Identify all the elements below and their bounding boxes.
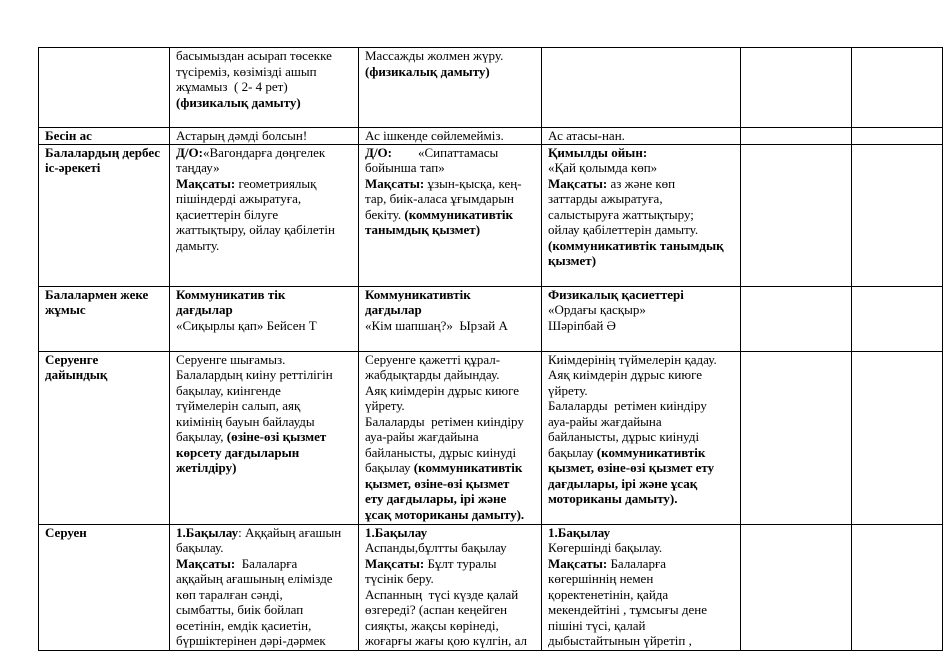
cell-text: дағдылар xyxy=(365,302,422,317)
cell-line xyxy=(176,429,354,445)
cell-line xyxy=(548,176,736,192)
cell-text: дыбыстайтынын үйретіп , xyxy=(548,633,692,648)
cell-line xyxy=(176,383,354,399)
cell-line xyxy=(365,540,537,556)
cell-text: «Кім шапшаң?» Ырзай А xyxy=(365,317,508,333)
cell-text: ұзын-қысқа, кең- xyxy=(424,175,522,191)
cell-text: (физикалық дамыту) xyxy=(176,94,301,110)
cell-text: пішіндерді ажыратуға, xyxy=(176,191,302,206)
day4-cell xyxy=(741,128,852,145)
plan-table-body xyxy=(39,48,943,651)
cell-text: Аспанның түсі күзде қалай xyxy=(365,586,519,602)
cell-line xyxy=(365,398,537,414)
cell-text: Балаларды ретімен киіндіру xyxy=(548,398,707,413)
cell-text: Қимылды ойын: xyxy=(548,144,648,160)
table-row xyxy=(39,128,943,145)
day5-cell xyxy=(852,128,943,145)
cell-line xyxy=(176,367,354,383)
cell-text: қасиеттерін білуге xyxy=(176,206,279,222)
cell-text: аққайың ағашының елімізде xyxy=(176,571,333,586)
cell-line xyxy=(548,491,736,507)
day3-cell xyxy=(542,128,741,145)
row-head xyxy=(39,48,170,128)
cell-text: жетілдіру) xyxy=(176,460,237,475)
cell-text: (коммуникативтік танымдық xyxy=(548,237,724,253)
day2-cell xyxy=(359,524,542,650)
cell-text: пішіні түсі, қалай xyxy=(548,617,646,633)
cell-line xyxy=(548,460,736,476)
cell-line xyxy=(365,367,537,383)
day5-cell xyxy=(852,351,943,524)
day1-cell xyxy=(170,128,359,145)
cell-line xyxy=(365,445,537,461)
cell-line xyxy=(365,556,537,572)
cell-line xyxy=(548,253,736,269)
cell-text: Коммуникативтік xyxy=(365,286,471,302)
cell-line xyxy=(548,414,736,430)
table-row xyxy=(39,286,943,351)
cell-line xyxy=(548,633,736,649)
cell-line xyxy=(176,128,354,144)
cell-text: танымдық қызмет) xyxy=(365,222,481,237)
cell-line xyxy=(365,64,537,80)
cell-text: ойлау қабілеттерін дамыту. xyxy=(548,222,699,237)
cell-line xyxy=(365,128,537,144)
cell-label: Д/О: xyxy=(365,144,392,160)
cell-text: бақылау, xyxy=(176,429,227,444)
cell-text: байланысты, дұрыс киінуді xyxy=(365,444,517,460)
cell-line xyxy=(548,525,736,541)
cell-text: түсінік беру. xyxy=(365,571,434,586)
cell-line xyxy=(365,602,537,618)
cell-line xyxy=(365,287,537,303)
cell-label: Мақсаты: xyxy=(548,555,608,571)
cell-line xyxy=(176,145,354,161)
cell-text: : Аққайың ағашын xyxy=(238,524,342,540)
cell-line xyxy=(365,525,537,541)
day1-cell xyxy=(170,351,359,524)
row-head-line: Серуенге xyxy=(45,351,99,367)
cell-text: Аяқ киімдерін дұрыс киюге xyxy=(548,367,703,382)
cell-line xyxy=(548,128,736,144)
day2-cell xyxy=(359,351,542,524)
cell-line xyxy=(365,571,537,587)
cell-text: Шәріпбай Ә xyxy=(548,317,616,333)
day4-cell xyxy=(741,144,852,286)
cell-text: қызмет, өзіне-өзі қызмет ету xyxy=(548,460,715,475)
cell-text: өсетінін, емдік қасиетін, xyxy=(176,617,312,633)
cell-text: Астарың дәмді болсын! xyxy=(176,128,308,143)
cell-line xyxy=(176,556,354,572)
cell-text: Серуенге шығамыз. xyxy=(176,351,286,367)
cell-line xyxy=(548,429,736,445)
cell-line xyxy=(176,302,354,318)
cell-text: Ас ішкенде сөйлемеймiз. xyxy=(365,128,504,143)
cell-text: қоректенетінін, қайда xyxy=(548,586,669,602)
row-head: Бесін ас xyxy=(39,128,170,145)
day4-cell xyxy=(741,286,852,351)
cell-text: көрсету дағдыларын xyxy=(176,444,300,460)
day5-cell xyxy=(852,48,943,128)
cell-line xyxy=(548,318,736,334)
cell-line xyxy=(365,429,537,445)
cell-text: түймелерін салып, аяқ xyxy=(176,398,301,413)
cell-text: тар, биік-аласа ұғымдарын xyxy=(365,191,514,206)
cell-line xyxy=(176,207,354,223)
cell-text: бақылау, киінгенде xyxy=(176,382,281,398)
row-head xyxy=(39,351,170,524)
plan-table xyxy=(38,47,943,651)
cell-text: Коммуникатив тік xyxy=(176,286,286,302)
cell-label: Мақсаты: xyxy=(176,555,236,571)
cell-text: моториканы дамыту). xyxy=(548,491,678,506)
cell-text: «Қай қолымда көп» xyxy=(548,160,658,175)
cell-line xyxy=(365,414,537,430)
cell-line xyxy=(548,556,736,572)
cell-text: «Сипаттамасы xyxy=(392,144,499,160)
cell-line xyxy=(176,525,354,541)
day1-cell xyxy=(170,286,359,351)
cell-text: Аспанды,бұлтты бақылау xyxy=(365,540,507,555)
row-head xyxy=(39,144,170,286)
cell-line xyxy=(548,222,736,238)
cell-text: заттарды ажыратуға, xyxy=(548,191,663,206)
cell-text: (физикалық дамыту) xyxy=(365,63,490,79)
cell-line xyxy=(548,476,736,492)
day5-cell xyxy=(852,286,943,351)
cell-text: бақылау xyxy=(548,444,597,460)
cell-line xyxy=(176,398,354,414)
cell-bold-tail: (коммуникативтік xyxy=(413,460,523,475)
cell-text: Балаларға xyxy=(235,555,298,571)
cell-line xyxy=(365,145,537,161)
day2-cell xyxy=(359,128,542,145)
cell-line xyxy=(548,302,736,318)
cell-line xyxy=(365,302,537,318)
cell-line xyxy=(176,160,354,176)
cell-text: дамыту. xyxy=(176,237,220,253)
cell-text: ауа-райы жағдайына xyxy=(548,413,662,429)
row-head-line: іс-әрекеті xyxy=(45,160,101,175)
cell-text: бойынша тап» xyxy=(365,160,445,175)
cell-line xyxy=(176,571,354,587)
cell-label: Мақсаты: xyxy=(548,175,608,191)
cell-line xyxy=(365,460,537,476)
cell-text: сияқты, жақсы көрінеді, xyxy=(365,617,499,633)
cell-line xyxy=(548,352,736,368)
cell-line xyxy=(365,318,537,334)
cell-text: салыстыруға жаттықтыру; xyxy=(548,206,694,222)
cell-line xyxy=(176,460,354,476)
row-head: Серуен xyxy=(39,524,170,650)
cell-line xyxy=(176,287,354,303)
cell-line xyxy=(365,352,537,368)
cell-text: Киімдерінің түймелерін қадау. xyxy=(548,351,717,367)
day3-cell xyxy=(542,144,741,286)
cell-line xyxy=(548,287,736,303)
cell-text: мекендейтіні , тұмсығы дене xyxy=(548,602,708,617)
cell-text: дағдылары, ірі және ұсақ xyxy=(548,475,698,491)
cell-line xyxy=(176,633,354,649)
cell-text: Көгершінді бақылау. xyxy=(548,540,663,555)
cell-label: Мақсаты: xyxy=(365,175,425,191)
cell-line xyxy=(365,383,537,399)
cell-text: Серуенге қажетті құрал- xyxy=(365,351,501,367)
cell-text: ауа-райы жағдайына xyxy=(365,429,479,444)
cell-text: үйрету. xyxy=(365,398,405,413)
cell-text: сымбатты, биік бойлап xyxy=(176,602,304,617)
cell-line xyxy=(365,633,537,649)
day3-cell xyxy=(542,286,741,351)
cell-text: таңдау» xyxy=(176,160,220,175)
cell-text: Ас атасы-нан. xyxy=(548,128,625,143)
cell-line xyxy=(176,64,354,80)
cell-text: Балаларға xyxy=(607,555,667,571)
cell-text: қызмет, өзіне-өзі қызмет xyxy=(365,475,510,491)
row-head xyxy=(39,286,170,351)
cell-text: 1.Бақылау xyxy=(548,524,611,540)
cell-text: аз және көп xyxy=(607,175,676,191)
cell-text: ұсақ моториканы дамыту). xyxy=(365,506,525,522)
day1-cell xyxy=(170,48,359,128)
cell-text: өзгереді? (аспан кеңейген xyxy=(365,602,508,617)
cell-line xyxy=(548,145,736,161)
cell-text: көгершіннің немен xyxy=(548,571,654,586)
cell-line xyxy=(548,540,736,556)
cell-text: ету дағдылары, ірі және xyxy=(365,491,507,506)
cell-bold-tail: (коммуникативтік xyxy=(404,206,513,222)
cell-line xyxy=(176,79,354,95)
day3-cell xyxy=(542,48,741,128)
row-head-line: дайындық xyxy=(45,367,108,382)
cell-bold-tail: (өзіне-өзі қызмет xyxy=(226,429,327,444)
cell-text: қызмет) xyxy=(548,253,597,268)
cell-text: жаттықтыру, ойлау қабілетін xyxy=(176,222,335,237)
cell-line xyxy=(548,191,736,207)
day3-cell xyxy=(542,524,741,650)
cell-line xyxy=(176,238,354,254)
cell-line xyxy=(548,602,736,618)
cell-line xyxy=(176,414,354,430)
day3-cell xyxy=(542,351,741,524)
cell-label: Мақсаты: xyxy=(365,555,425,571)
cell-line xyxy=(548,160,736,176)
cell-line xyxy=(365,222,537,238)
cell-line xyxy=(176,48,354,64)
row-head-line: Балалармен жеке xyxy=(45,286,149,302)
cell-line xyxy=(365,191,537,207)
cell-line xyxy=(176,318,354,334)
table-row xyxy=(39,524,943,650)
day2-cell xyxy=(359,48,542,128)
cell-line xyxy=(548,238,736,254)
cell-text: геометриялық xyxy=(235,175,317,191)
cell-text: Балалардың киіну реттілігін xyxy=(176,367,333,382)
cell-label: Д/О: xyxy=(176,144,203,160)
cell-text: бүршіктерінен дәрі-дәрмек xyxy=(176,633,326,648)
cell-text: жұмамыз ( 2- 4 рет) xyxy=(176,79,288,94)
row-head-line: жұмыс xyxy=(45,302,86,317)
cell-line xyxy=(365,176,537,192)
day1-cell xyxy=(170,144,359,286)
cell-text: «Вагондарға дөңгелек xyxy=(203,144,326,160)
day4-cell xyxy=(741,524,852,650)
cell-label: Мақсаты: xyxy=(176,175,236,191)
cell-line xyxy=(548,618,736,634)
day2-cell xyxy=(359,286,542,351)
cell-text: басымыздан асырап төсекке xyxy=(176,48,332,63)
cell-line xyxy=(548,383,736,399)
cell-text: 1.Бақылау xyxy=(365,524,428,540)
cell-bold-tail: (коммуникативтік xyxy=(596,444,706,460)
cell-text: Массажды жолмен жүру. xyxy=(365,48,504,63)
cell-line xyxy=(548,207,736,223)
cell-text: Балаларды ретімен киіндіру xyxy=(365,413,524,429)
table-row xyxy=(39,351,943,524)
cell-text: жабдықтарды дайындау. xyxy=(365,367,500,382)
cell-line xyxy=(176,352,354,368)
day5-cell xyxy=(852,144,943,286)
cell-line xyxy=(365,587,537,603)
cell-text: жоғарғы жағы қою күлгін, ал xyxy=(365,633,527,648)
cell-text: байланысты, дұрыс киінуді xyxy=(548,429,700,444)
cell-text: түсіреміз, көзімізді ашып xyxy=(176,63,317,79)
cell-text: көп таралған сәнді, xyxy=(176,586,283,602)
cell-text: Физикалық қасиеттері xyxy=(548,286,684,302)
cell-text: бекіту. xyxy=(365,206,405,222)
day2-cell xyxy=(359,144,542,286)
day4-cell xyxy=(741,351,852,524)
cell-line xyxy=(365,618,537,634)
cell-line xyxy=(176,95,354,111)
cell-line xyxy=(176,222,354,238)
table-row xyxy=(39,48,943,128)
cell-label: 1.Бақылау xyxy=(176,524,239,540)
cell-text: Аяқ киімдерін дұрыс киюге xyxy=(365,382,520,398)
cell-line xyxy=(365,160,537,176)
cell-line xyxy=(365,207,537,223)
cell-line xyxy=(176,587,354,603)
cell-line xyxy=(176,445,354,461)
cell-line xyxy=(176,191,354,207)
table-row xyxy=(39,144,943,286)
cell-text: Бұлт туралы xyxy=(424,555,497,571)
day4-cell xyxy=(741,48,852,128)
day5-cell xyxy=(852,524,943,650)
cell-line xyxy=(365,507,537,523)
cell-line xyxy=(548,367,736,383)
row-head-line: Балалардың дербес xyxy=(45,144,161,160)
cell-line xyxy=(176,618,354,634)
cell-line xyxy=(548,445,736,461)
cell-line xyxy=(365,48,537,64)
cell-text: киімінің бауын байлауды xyxy=(176,413,315,429)
cell-line xyxy=(548,571,736,587)
cell-text: «Ордағы қасқыр» xyxy=(548,302,646,317)
cell-text: бақылау. xyxy=(176,540,224,555)
cell-line xyxy=(365,476,537,492)
cell-text: бақылау xyxy=(365,460,414,475)
cell-line xyxy=(548,587,736,603)
cell-line xyxy=(548,398,736,414)
day1-cell xyxy=(170,524,359,650)
cell-line xyxy=(365,491,537,507)
cell-text: «Сиқырлы қап» Бейсен Т xyxy=(176,317,317,333)
cell-line xyxy=(176,540,354,556)
cell-text: үйрету. xyxy=(548,382,588,398)
cell-line xyxy=(176,602,354,618)
cell-text: дағдылар xyxy=(176,302,233,317)
cell-line xyxy=(176,176,354,192)
